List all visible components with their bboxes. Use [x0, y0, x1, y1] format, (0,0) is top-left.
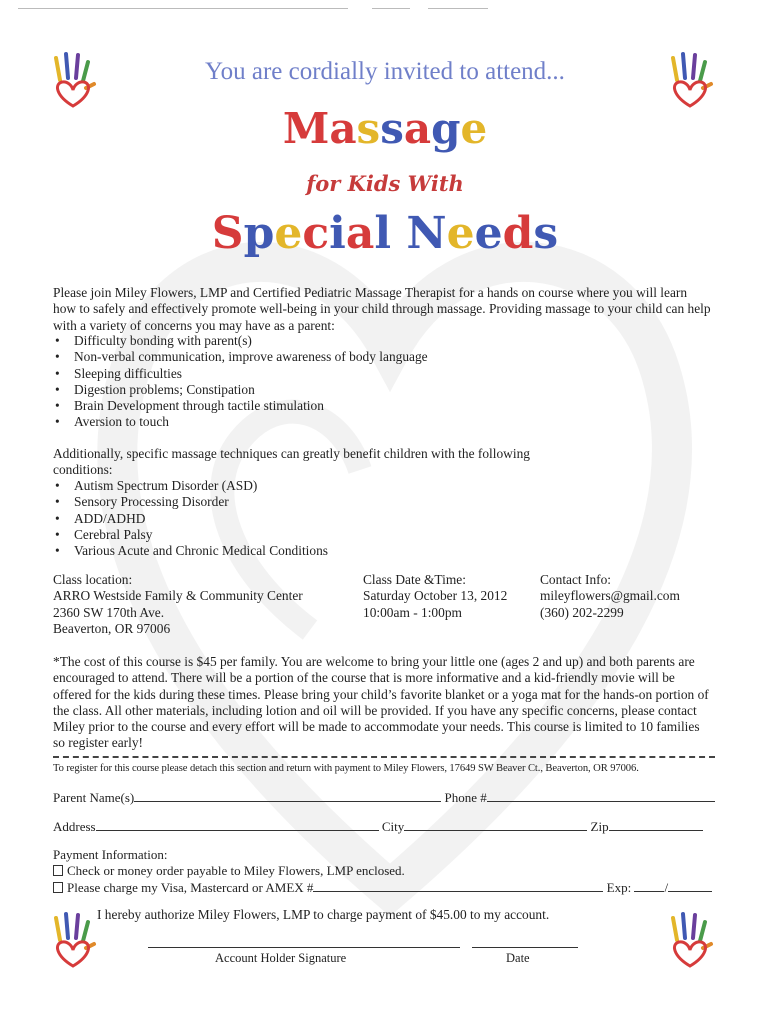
location-street: 2360 SW 170th Ave. [53, 604, 165, 620]
list-item: • Sensory Processing Disorder [53, 494, 653, 510]
city-label: City [381, 819, 405, 834]
concerns-list [53, 333, 653, 431]
parent-name-field[interactable] [134, 789, 441, 802]
detach-divider [53, 756, 715, 758]
title-letter: c [302, 208, 330, 259]
exp-month-field[interactable] [634, 879, 664, 892]
list-item: • Sleeping difficulties [53, 366, 653, 382]
location-city: Beaverton, OR 97006 [53, 620, 171, 636]
card-number-field[interactable] [313, 879, 603, 892]
list-item: • Aversion to touch [53, 414, 653, 430]
contact-label: Contact Info: [540, 572, 612, 587]
contact-block [540, 572, 740, 621]
check-option-label: Check or money order payable to Miley Flowers, LMP enclosed. [67, 863, 405, 878]
signature-label: Account Holder Signature [215, 951, 347, 965]
list-item: • Brain Development through tactile stimulation [53, 398, 653, 414]
title-letter: l [374, 208, 392, 259]
title-letter: a [403, 104, 432, 153]
location-name: ARRO Westside Family & Community Center [53, 588, 303, 604]
title-letter: S [211, 208, 244, 259]
conditions-list [53, 478, 653, 559]
phone-field[interactable] [487, 789, 715, 802]
title-letter: s [533, 208, 559, 259]
class-location-block [53, 572, 353, 637]
hand-heart-logo-icon [665, 910, 715, 968]
zip-label: Zip [590, 819, 609, 834]
phone-label: Phone # [444, 790, 487, 805]
card-option-label: Please charge my Visa, Mastercard or AMEX # [67, 880, 314, 895]
list-item: • Difficulty bonding with parent(s) [53, 333, 653, 349]
title-letter: a [345, 208, 375, 259]
list-item: • Non-verbal communication, improve awareness of body language [53, 349, 653, 365]
title-letter: i [329, 208, 346, 259]
parent-name-row [53, 789, 715, 806]
check-option-row [53, 863, 405, 879]
zip-field[interactable] [609, 818, 703, 831]
address-row [53, 818, 703, 835]
list-item: • Digestion problems; Constipation [53, 382, 653, 398]
exp-label: Exp: [606, 880, 632, 895]
title-letter: p [243, 208, 275, 259]
invitation-heading: You are cordially invited to attend... [205, 58, 565, 85]
detach-instructions: To register for this course please detach this section and return with payment to Miley Flowers, 17649 SW Beaver Ct., Beaverton, OR 97006. [53, 763, 639, 774]
list-item: • ADD/ADHD [53, 511, 653, 527]
additional-paragraph: Additionally, specific massage techniques can greatly benefit children with the following conditions: [53, 446, 530, 478]
card-option-checkbox[interactable] [53, 882, 63, 893]
address-label: Address [53, 819, 96, 834]
date-label: Date [506, 951, 530, 965]
class-time: 10:00am - 1:00pm [363, 604, 462, 620]
parent-name-label: Parent Name(s) [53, 790, 135, 805]
class-date: Saturday October 13, 2012 [363, 588, 508, 604]
list-item: • Autism Spectrum Disorder (ASD) [53, 478, 653, 494]
signature-field[interactable] [148, 947, 460, 948]
intro-paragraph: Please join Miley Flowers, LMP and Certified Pediatric Massage Therapist for a hands on course where you will learn how to safely and effectively promote well-being in your child through massage. Providing massage to your child can help with a variety of concerns you may have as a parent: [53, 285, 711, 333]
cost-paragraph: *The cost of this course is $45 per family. You are welcome to bring your little one (ages 2 and up) and both parents are encouraged to attend. There will be a portion of the course that is more informative and a kid-friendly movie will be offered for the kids during these times. Please bring your child’s favorite blanket or a yoga mat for the hands-on portion of the class. All other materials, including lotion and oil will be provided. If you have any specific concerns, please contact Miley prior to the course and every effort will be made to accommodate your needs. This course is limited to 10 families so register early! [53, 654, 709, 751]
list-item: • Cerebral Palsy [53, 527, 653, 543]
title-letter: e [474, 208, 503, 259]
location-label: Class location: [53, 572, 133, 587]
address-field[interactable] [96, 818, 379, 831]
exp-year-field[interactable] [668, 879, 712, 892]
city-field[interactable] [404, 818, 587, 831]
title-letter: a [329, 104, 357, 153]
date-field[interactable] [472, 947, 578, 948]
card-option-row [53, 879, 712, 896]
list-item: • Various Acute and Chronic Medical Conditions [53, 543, 653, 559]
class-datetime-block [363, 572, 533, 621]
contact-phone: (360) 202-2299 [540, 604, 624, 620]
scan-edge-line [18, 8, 348, 9]
title-letter [391, 208, 406, 259]
title-letter: e [460, 104, 488, 153]
title-for-kids-with: for Kids With [306, 171, 464, 196]
hand-heart-logo-icon [48, 910, 98, 968]
datetime-label: Class Date &Time: [363, 572, 466, 587]
title-letter: N [406, 208, 447, 259]
title-letter: e [446, 208, 475, 259]
exp-separator: / [664, 880, 669, 895]
title-letter: g [431, 104, 461, 153]
title-letter: e [274, 208, 303, 259]
scan-edge-line [372, 8, 410, 9]
contact-email: mileyflowers@gmail.com [540, 588, 680, 604]
payment-label: Payment Information: [53, 847, 168, 862]
title-letter: s [356, 104, 381, 153]
title-letter: M [282, 104, 330, 153]
check-option-checkbox[interactable] [53, 865, 63, 876]
title-massage [0, 104, 770, 153]
authorization-statement: I hereby authorize Miley Flowers, LMP to charge payment of $45.00 to my account. [97, 907, 550, 922]
title-special-needs [0, 208, 770, 259]
title-letter: s [380, 104, 404, 153]
title-letter: d [502, 208, 534, 259]
scan-edge-line [428, 8, 488, 9]
